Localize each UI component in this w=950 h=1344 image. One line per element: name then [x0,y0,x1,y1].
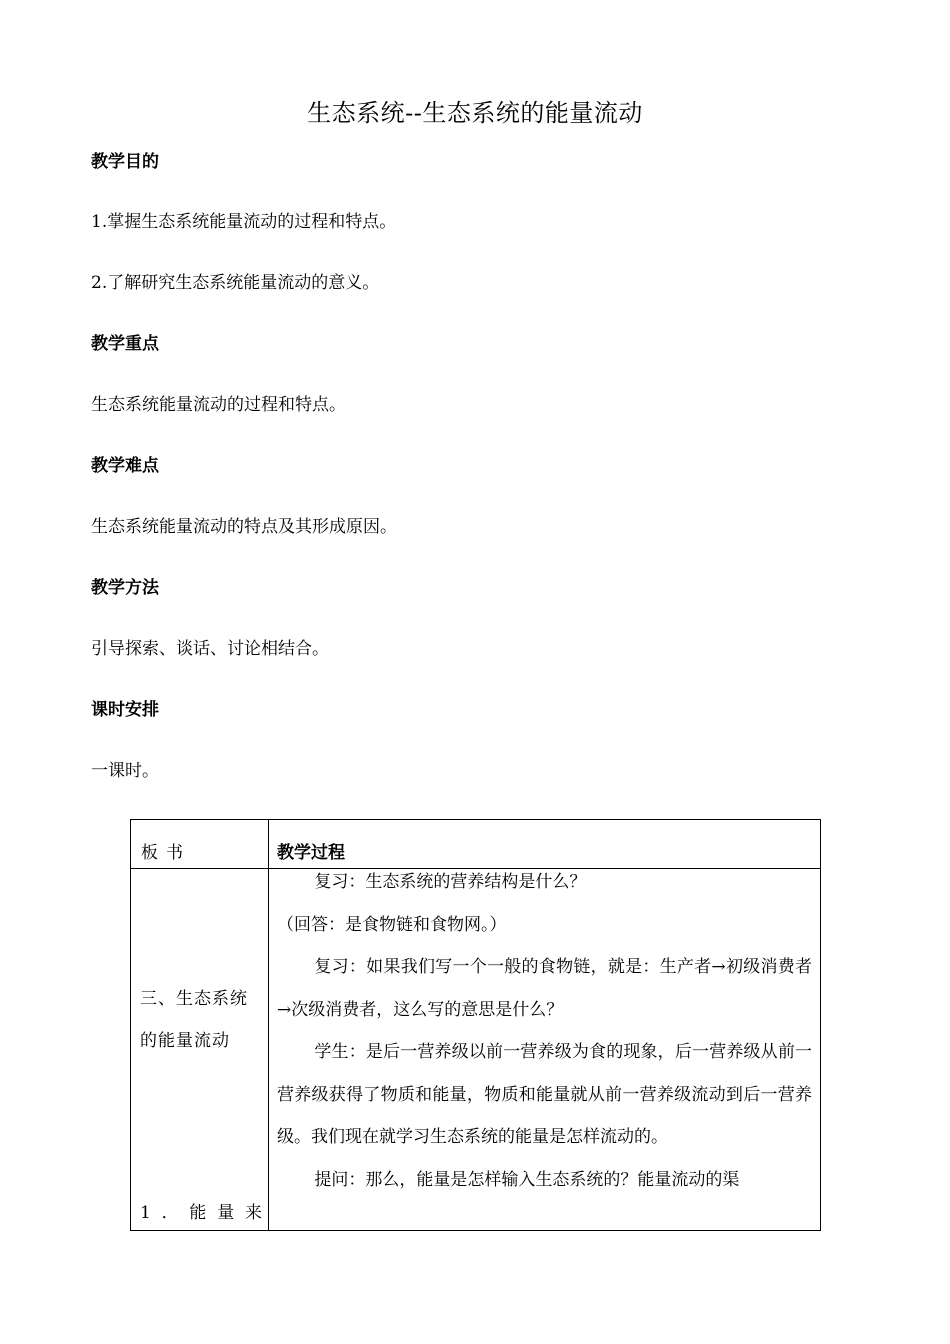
heading-teaching-methods: 教学方法 [91,578,159,598]
process-paragraph: 复习：生态系统的营养结构是什么？ [314,872,587,892]
key-points-text: 生态系统能量流动的过程和特点。 [91,395,346,415]
header-board-cell [131,820,269,869]
board-subsection-title: 1．能量来 [140,1203,262,1223]
class-schedule-text: 一课时。 [91,761,159,781]
process-paragraph: 提问：那么，能量是怎样输入生态系统的？能量流动的渠 [314,1169,740,1190]
difficult-points-text: 生态系统能量流动的特点及其形成原因。 [91,517,397,537]
process-paragraph: （回答：是食物链和食物网。） [277,914,507,935]
process-paragraph: 复习：如果我们写一个一般的食物链，就是：生产者→初级消费者→次级消费者，这么写的意思是什么？ [277,957,812,1020]
board-cell [131,869,269,1231]
table-body-row [131,869,821,1231]
heading-class-schedule: 课时安排 [91,700,159,720]
heading-difficult-points: 教学难点 [91,456,159,476]
process-paragraph: 学生：是后一营养级以前一营养级为食的现象，后一营养级从前一营养级获得了物质和能量，物质和能量就从前一营养级流动到后一营养级。我们现在就学习生态系统的能量是怎样流动的。 [277,1042,812,1147]
heading-key-points: 教学重点 [91,334,159,354]
document-title: 生态系统--生态系统的能量流动 [307,99,643,127]
goal-item-1: 1.掌握生态系统能量流动的过程和特点。 [91,212,397,232]
board-section-title: 三、生态系统的能量流动 [140,989,248,1051]
goal-item-2: 2.了解研究生态系统能量流动的意义。 [91,273,380,293]
header-process-label: 教学过程 [277,843,345,863]
lesson-table [130,819,821,1231]
process-cell [269,869,821,1231]
heading-teaching-goals: 教学目的 [91,152,159,172]
process-text [277,861,812,1201]
teaching-methods-text: 引导探索、谈话、讨论相结合。 [91,639,329,659]
header-board-label: 板书 [141,843,191,863]
